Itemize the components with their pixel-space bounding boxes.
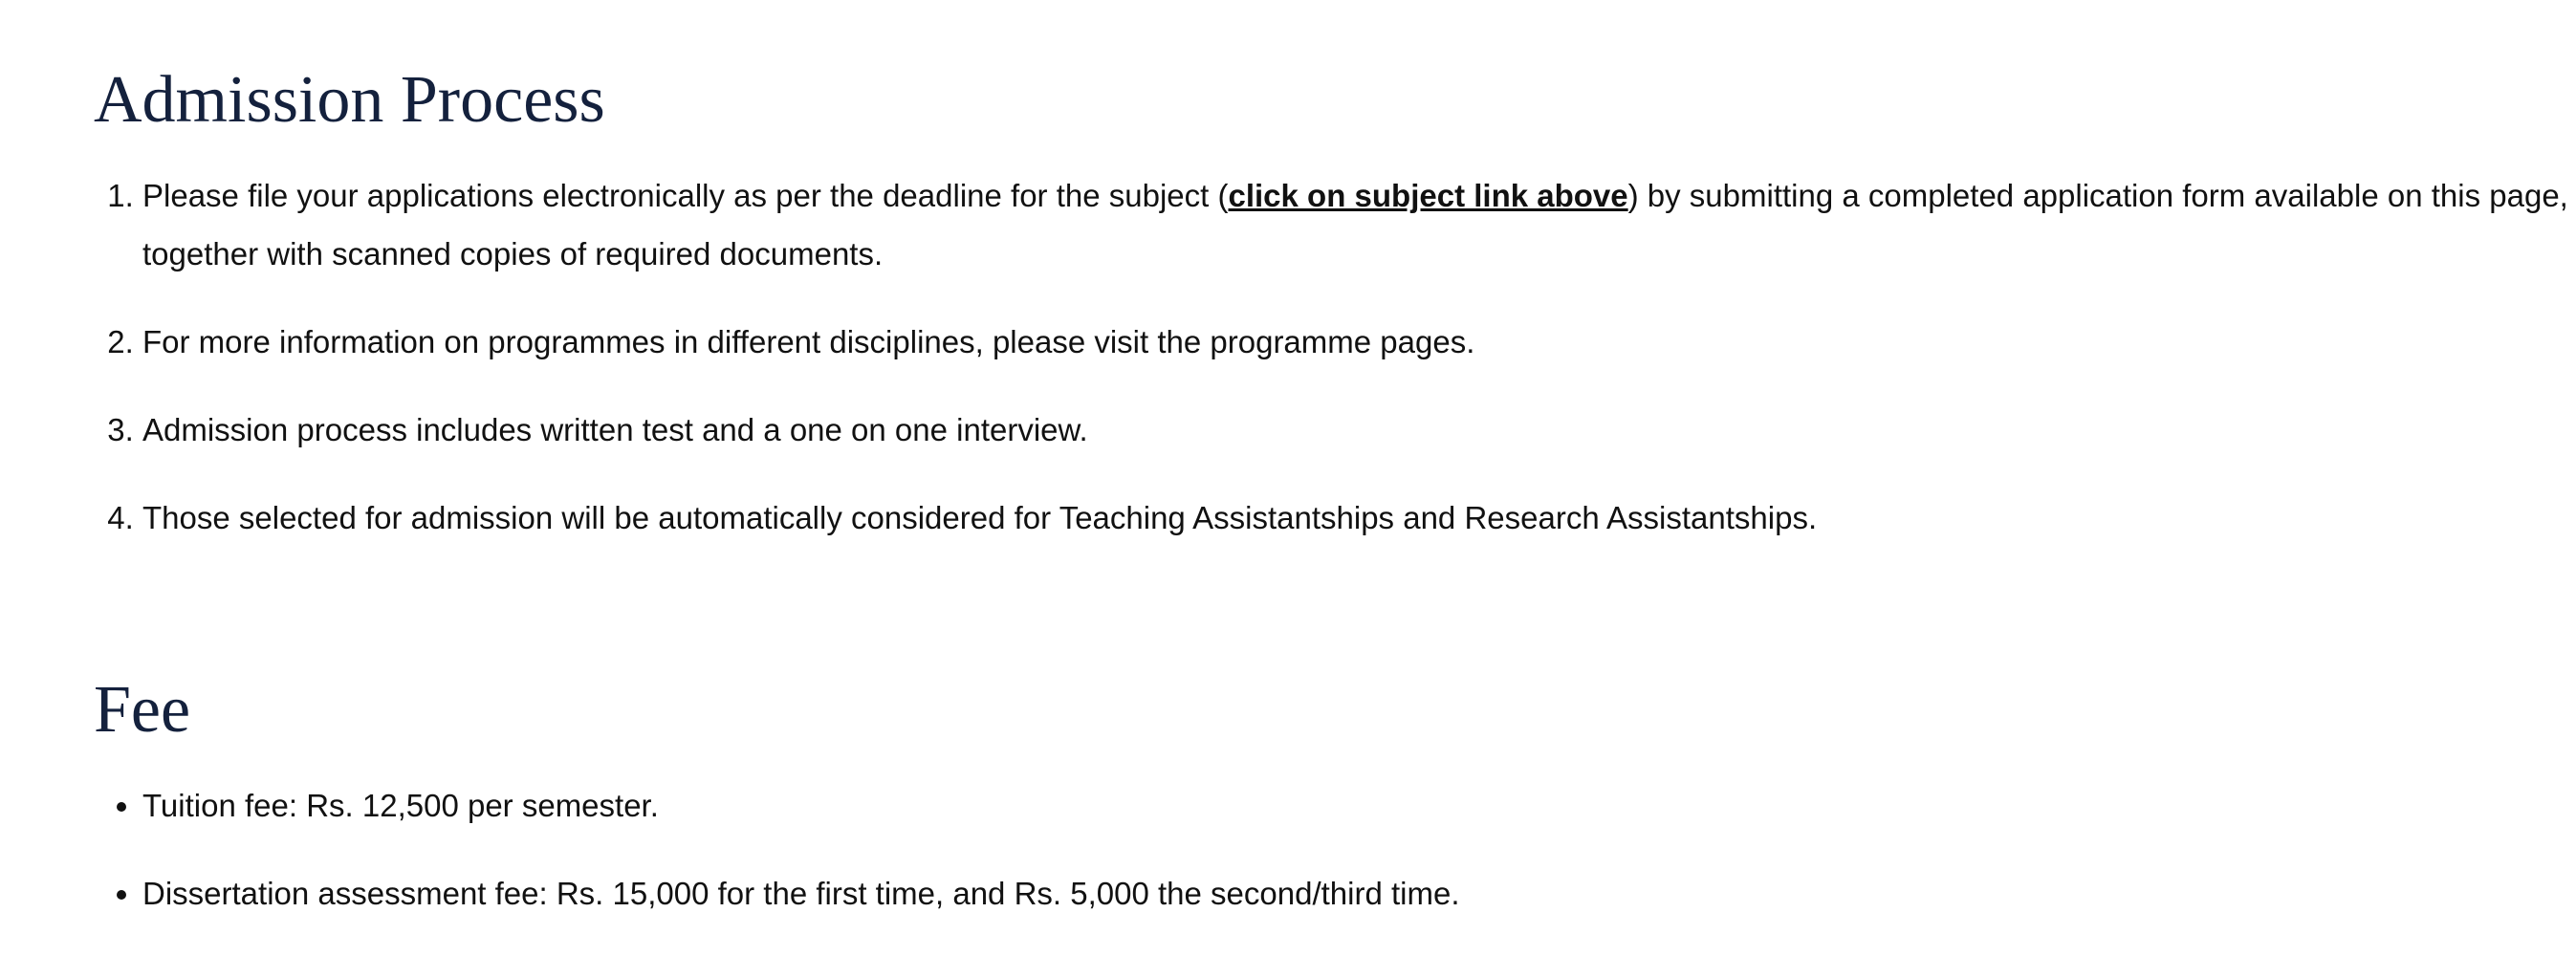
- list-item: • Dissertation assessment fee: Rs. 15,000 for the first time, and Rs. 5,000 the second/third time.: [142, 864, 2571, 923]
- item-text: Please file your applications electronically as per the deadline for the subject (: [142, 178, 1229, 213]
- subject-link[interactable]: click on subject link above: [1228, 178, 1628, 213]
- item-text: ) by submitting a completed application form available on this page, together with scanned copies of required documents.: [142, 178, 2568, 272]
- list-item: 2. For more information on programmes in different disciplines, please visit the programme pages.: [142, 313, 2571, 371]
- list-item: 4. Those selected for admission will be automatically considered for Teaching Assistantships and Research Assistantships.: [142, 489, 2571, 547]
- list-item: 3. Admission process includes written test and a one on one interview.: [142, 401, 2571, 459]
- list-item: [142, 166, 2571, 283]
- fee-heading: Fee: [94, 673, 191, 747]
- admission-process-heading: Admission Process: [94, 63, 605, 137]
- admission-steps-list: [94, 166, 2571, 576]
- fee-list: [94, 776, 2571, 952]
- list-item: • Tuition fee: Rs. 12,500 per semester.: [142, 776, 2571, 835]
